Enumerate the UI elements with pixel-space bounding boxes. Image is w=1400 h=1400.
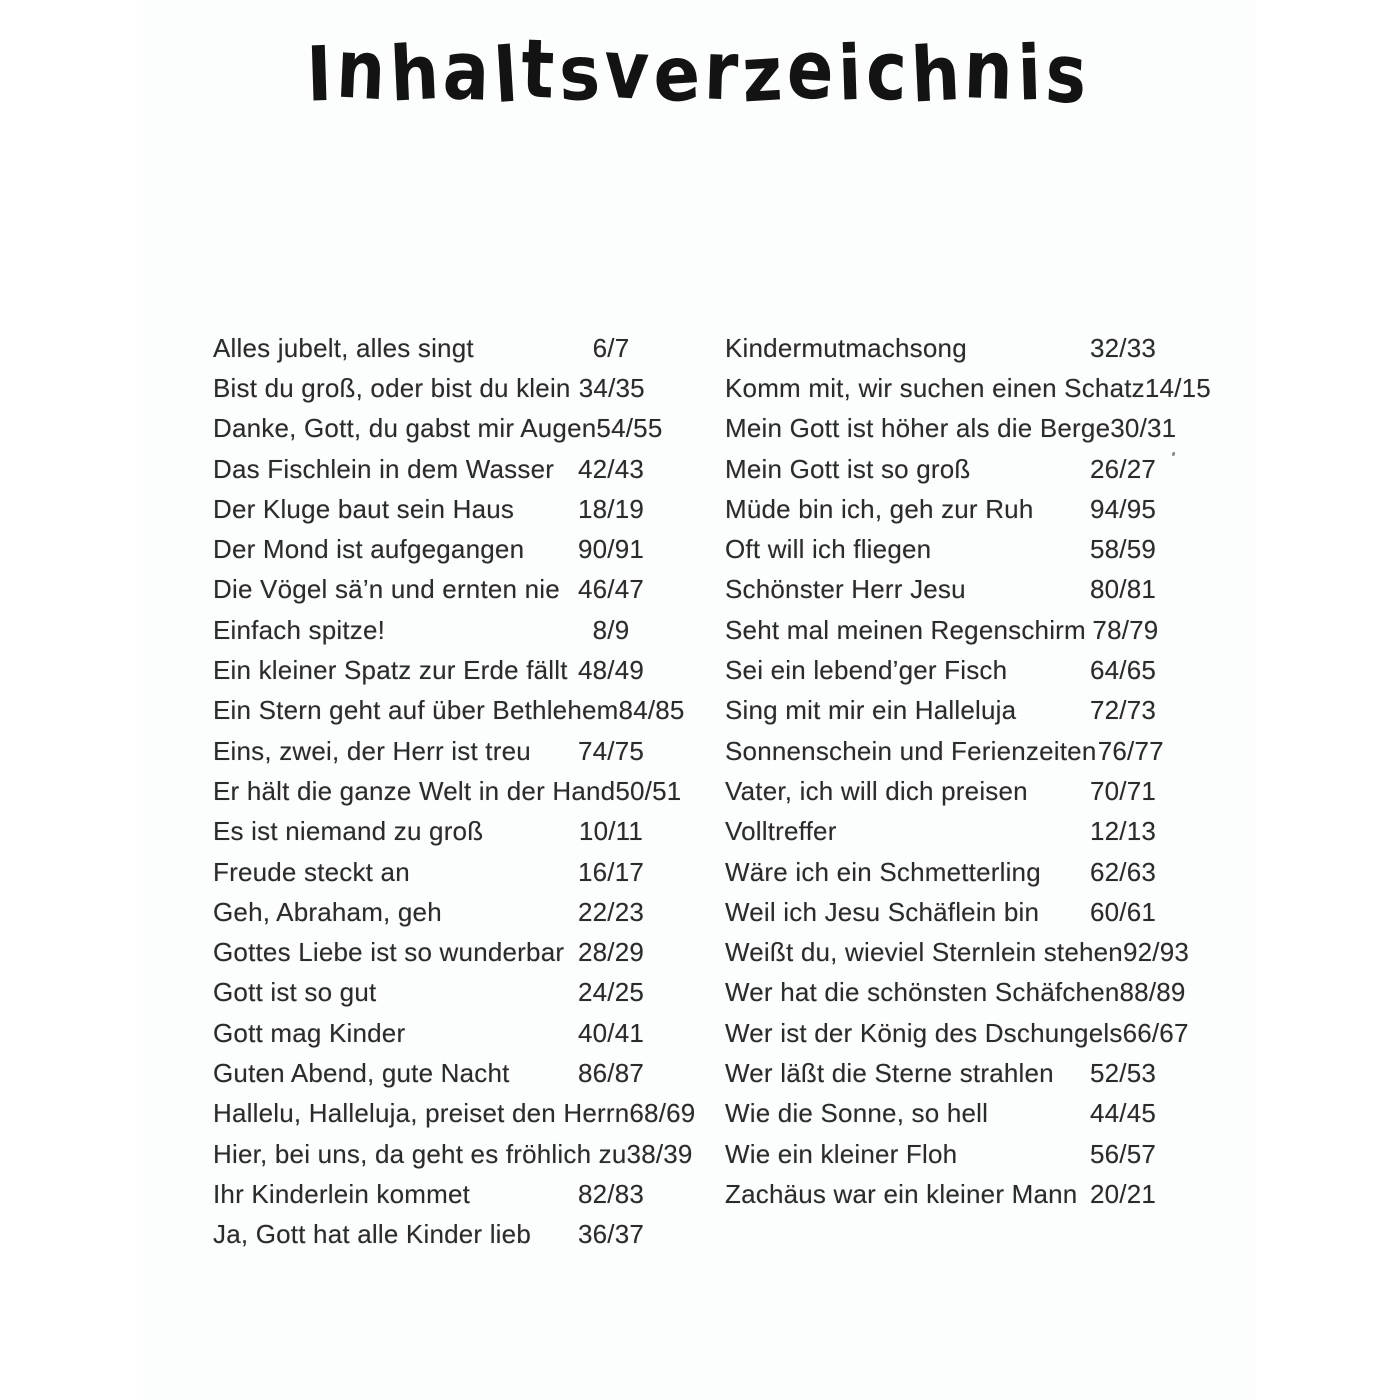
song-title: Gott mag Kinder (213, 1017, 406, 1048)
toc-entry (725, 731, 1165, 771)
page-numbers: 6/7 (592, 332, 630, 363)
toc-entry (725, 691, 1165, 731)
scan-artifact-dot (1171, 452, 1175, 457)
toc-entry (213, 449, 653, 489)
toc-entry (213, 1013, 653, 1053)
toc-entry (725, 409, 1177, 449)
page-numbers: 58/59 (1089, 534, 1157, 565)
song-title: Es ist niemand zu groß (213, 816, 484, 847)
toc-entry (725, 449, 1165, 489)
toc-entry (725, 973, 1186, 1013)
page-numbers: 76/77 (1097, 735, 1164, 766)
title-letter: i (836, 29, 868, 119)
toc-entry (213, 529, 653, 569)
page-numbers: 94/95 (1089, 493, 1157, 524)
page-numbers: 82/83 (577, 1178, 645, 1209)
toc-column-left (213, 328, 696, 1255)
page-numbers: 8/9 (592, 614, 630, 645)
toc-entry (213, 570, 653, 610)
song-title: Das Fischlein in dem Wasser (213, 453, 555, 484)
toc-entry (213, 852, 653, 892)
song-title: Der Kluge baut sein Haus (213, 493, 515, 524)
page-numbers: 54/55 (596, 413, 663, 444)
song-title: Der Mond ist aufgegangen (213, 534, 525, 565)
song-title: Müde bin ich, geh zur Ruh (725, 493, 1034, 524)
song-title: Weil ich Jesu Schäflein bin (725, 896, 1040, 927)
song-title: Geh, Abraham, geh (213, 896, 442, 927)
song-title: Alles jubelt, alles singt (213, 332, 474, 363)
toc-entry (725, 610, 1165, 650)
toc-entry (213, 328, 653, 368)
page-numbers: 28/29 (577, 937, 645, 968)
book-page (143, 0, 1255, 1400)
page-numbers: 24/25 (577, 977, 645, 1008)
song-title: Hier, bei uns, da geht es fröhlich zu (213, 1138, 627, 1169)
toc-entry (725, 771, 1165, 811)
page-numbers: 72/73 (1089, 695, 1157, 726)
toc-entry (213, 489, 653, 529)
page-numbers: 92/93 (1122, 937, 1190, 968)
page-numbers: 40/41 (577, 1017, 645, 1048)
toc-entry (725, 1053, 1165, 1093)
page-numbers: 22/23 (577, 896, 645, 927)
song-title: Wie ein kleiner Floh (725, 1138, 958, 1169)
page-numbers: 38/39 (626, 1138, 693, 1169)
title-letter: I (305, 30, 339, 120)
toc-entry (725, 570, 1165, 610)
page-numbers: 26/27 (1089, 453, 1157, 484)
page-numbers: 78/79 (1092, 614, 1159, 645)
toc-entry (213, 771, 682, 811)
title-letter: h (388, 28, 446, 120)
title-letter: h (909, 29, 967, 121)
song-title: Mein Gott ist so groß (725, 453, 971, 484)
title-letter: s (558, 29, 606, 119)
toc-entry (213, 932, 653, 972)
song-title: Sonnenschein und Ferienzeiten (725, 735, 1097, 766)
toc-entry (725, 1013, 1189, 1053)
toc-entry (725, 892, 1165, 932)
song-title: Mein Gott ist höher als die Berge (725, 413, 1111, 444)
page-numbers: 36/37 (577, 1219, 645, 1250)
toc-entry (725, 328, 1165, 368)
title-letter: a (442, 24, 496, 120)
song-title: Sei ein lebend’ger Fisch (725, 655, 1008, 686)
song-title: Die Vögel sä’n und ernten nie (213, 574, 560, 605)
toc-entry (725, 529, 1165, 569)
page-title-wrap (143, 22, 1255, 124)
song-title: Wie die Sonne, so hell (725, 1098, 989, 1129)
toc-entry (213, 1134, 693, 1174)
toc-entry (725, 932, 1190, 972)
toc-entry (213, 409, 663, 449)
song-title: Ein kleiner Spatz zur Erde fällt (213, 655, 568, 686)
page-numbers: 10/11 (578, 816, 644, 847)
toc-entry (213, 1053, 653, 1093)
toc-entry (213, 650, 653, 690)
page-numbers: 18/19 (577, 493, 645, 524)
page-numbers: 64/65 (1089, 655, 1157, 686)
title-letter: e (651, 29, 707, 121)
toc-entry (213, 691, 685, 731)
toc-entry (725, 1174, 1165, 1214)
song-title: Ihr Kinderlein kommet (213, 1178, 471, 1209)
toc-entry (213, 812, 653, 852)
page-numbers: 86/87 (577, 1057, 645, 1088)
title-letter: v (602, 22, 656, 120)
song-title: Er hält die ganze Welt in der Hand (213, 775, 616, 806)
toc-entry (213, 1174, 653, 1214)
song-title: Schönster Herr Jesu (725, 574, 966, 605)
song-title: Wäre ich ein Schmetterling (725, 856, 1041, 887)
page-numbers: 52/53 (1089, 1057, 1157, 1088)
table-of-contents (213, 328, 1211, 1255)
toc-entry (725, 1094, 1165, 1134)
page-numbers: 60/61 (1089, 896, 1157, 927)
title-letter: c (864, 24, 913, 120)
toc-entry (725, 368, 1211, 408)
song-title: Eins, zwei, der Herr ist treu (213, 735, 531, 766)
toc-entry (213, 731, 653, 771)
page-numbers: 46/47 (577, 574, 645, 605)
toc-entry (725, 650, 1165, 690)
toc-entry (213, 368, 653, 408)
page-numbers: 62/63 (1089, 856, 1157, 887)
toc-entry (213, 610, 653, 650)
page-numbers: 20/21 (1089, 1178, 1157, 1209)
page-numbers: 56/57 (1089, 1138, 1157, 1169)
song-title: Einfach spitze! (213, 614, 386, 645)
song-title: Zachäus war ein kleiner Mann (725, 1178, 1078, 1209)
title-letter: r (703, 24, 745, 120)
page-numbers: 80/81 (1089, 574, 1157, 605)
toc-entry (725, 1134, 1165, 1174)
song-title: Komm mit, wir suchen einen Schatz (725, 372, 1145, 403)
page-numbers: 74/75 (577, 735, 645, 766)
page-numbers: 30/31 (1110, 413, 1177, 444)
page-numbers: 42/43 (577, 453, 645, 484)
title-letter: n (963, 23, 1020, 119)
page-numbers: 32/33 (1089, 332, 1157, 363)
song-title: Wer hat die schönsten Schäfchen (725, 977, 1120, 1008)
song-title: Hallelu, Halleluja, preiset den Herrn (213, 1098, 630, 1129)
page-title (305, 22, 1094, 124)
song-title: Seht mal meinen Regenschirm (725, 614, 1086, 645)
song-title: Gott ist so gut (213, 977, 377, 1008)
song-title: Ein Stern geht auf über Bethlehem (213, 695, 619, 726)
toc-entry (213, 892, 653, 932)
toc-entry (725, 812, 1165, 852)
song-title: Bist du groß, oder bist du klein (213, 372, 571, 403)
song-title: Freude steckt an (213, 856, 410, 887)
title-letter: e (785, 22, 841, 120)
title-letter: t (520, 22, 561, 118)
song-title: Kindermutmachsong (725, 332, 967, 363)
song-title: Volltreffer (725, 816, 837, 847)
song-title: Oft will ich fliegen (725, 534, 932, 565)
song-title: Wer läßt die Sterne strahlen (725, 1057, 1054, 1088)
toc-entry (725, 489, 1165, 529)
title-letter: l (491, 31, 525, 121)
page-numbers: 68/69 (629, 1098, 696, 1129)
title-letter: z (741, 30, 790, 120)
toc-column-right (725, 328, 1211, 1255)
toc-entry (213, 973, 653, 1013)
toc-entry (213, 1215, 653, 1255)
song-title: Weißt du, wieviel Sternlein stehen (725, 937, 1123, 968)
toc-entry (725, 852, 1165, 892)
page-numbers: 84/85 (618, 695, 685, 726)
page-numbers: 66/67 (1122, 1017, 1189, 1048)
title-letter: i (1016, 29, 1048, 119)
page-numbers: 44/45 (1089, 1098, 1157, 1129)
song-title: Ja, Gott hat alle Kinder lieb (213, 1219, 531, 1250)
song-title: Vater, ich will dich preisen (725, 775, 1028, 806)
page-numbers: 88/89 (1119, 977, 1186, 1008)
page-numbers: 34/35 (578, 372, 645, 403)
page-numbers: 14/15 (1144, 372, 1211, 403)
page-numbers: 50/51 (615, 775, 682, 806)
song-title: Gottes Liebe ist so wunderbar (213, 937, 565, 968)
page-numbers: 48/49 (577, 655, 645, 686)
song-title: Guten Abend, gute Nacht (213, 1057, 510, 1088)
song-title: Wer ist der König des Dschungels (725, 1017, 1123, 1048)
page-numbers: 90/91 (577, 534, 645, 565)
page-numbers: 16/17 (577, 856, 645, 887)
title-letter: n (334, 22, 393, 120)
song-title: Danke, Gott, du gabst mir Augen (213, 413, 597, 444)
page-numbers: 12/13 (1089, 816, 1157, 847)
title-letter: s (1043, 26, 1094, 124)
toc-entry (213, 1094, 696, 1134)
song-title: Sing mit mir ein Halleluja (725, 695, 1017, 726)
page-numbers: 70/71 (1089, 775, 1157, 806)
